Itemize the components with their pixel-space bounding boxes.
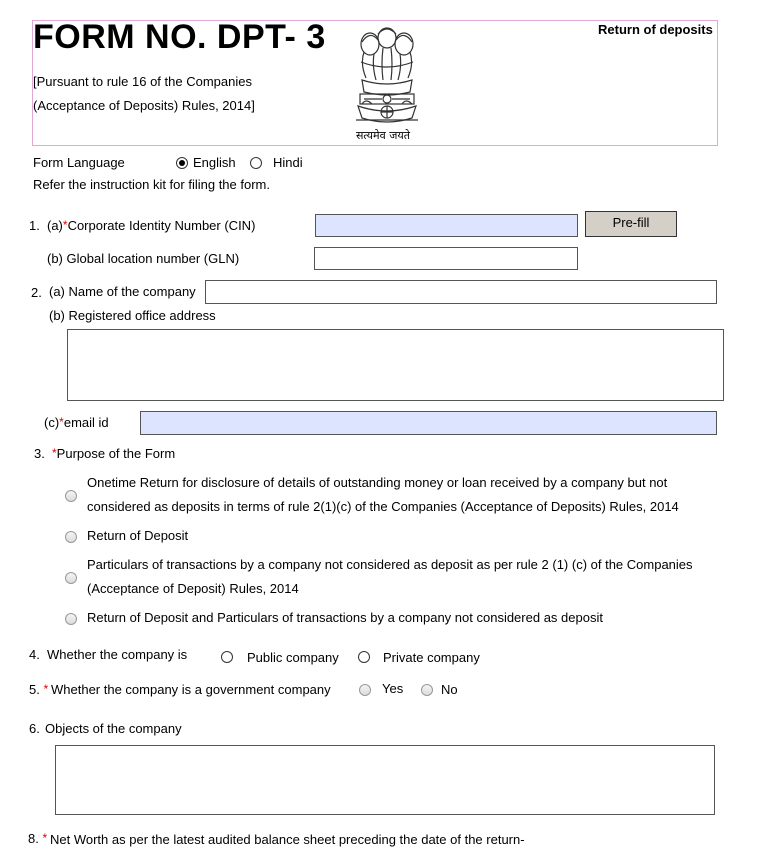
public-company-label: Public company <box>247 650 339 665</box>
q1a-label <box>47 218 255 233</box>
email-input[interactable] <box>140 411 717 435</box>
q4-number: 4. <box>29 647 40 662</box>
required-marker: * <box>52 446 57 460</box>
q5-label: Whether the company is a government company <box>51 682 331 697</box>
q2a-label: (a) Name of the company <box>49 284 196 299</box>
government-no-radio[interactable] <box>421 684 433 696</box>
government-no-label: No <box>441 682 458 697</box>
government-yes-radio[interactable] <box>359 684 371 696</box>
government-yes-label: Yes <box>382 681 404 696</box>
required-marker: * <box>42 831 48 845</box>
q5-number <box>29 682 48 697</box>
registered-address-textarea[interactable] <box>67 329 724 401</box>
purpose-onetime-label <box>87 471 727 519</box>
language-hindi-label: Hindi <box>273 155 303 170</box>
cin-input[interactable] <box>315 214 578 237</box>
public-company-radio[interactable] <box>221 651 233 663</box>
form-language-label: Form Language <box>33 155 125 170</box>
q6-number: 6. <box>29 721 40 736</box>
private-company-label: Private company <box>383 650 480 665</box>
gln-input[interactable] <box>314 247 578 270</box>
emblem-caption: सत्यमेव जयते <box>356 129 411 142</box>
purpose-both-label: Return of Deposit and Particulars of transactions by a company not considered as deposit <box>87 610 603 625</box>
purpose-onetime-radio[interactable] <box>65 490 77 502</box>
purpose-both-radio[interactable] <box>65 613 77 625</box>
prefill-button[interactable]: Pre-fill <box>585 211 677 237</box>
required-marker: * <box>43 682 49 696</box>
q5-num: 5. <box>29 682 40 697</box>
purpose-onetime-line-1: Onetime Return for disclosure of details of outstanding money or loan received by a company but not <box>87 475 668 490</box>
company-name-input[interactable] <box>205 280 717 304</box>
q1b-label: (b) Global location number (GLN) <box>47 251 240 266</box>
purpose-onetime-line-2: considered as deposits in terms of rule 2(1)(c) of the Companies (Acceptance of Deposits) Rules, 2014 <box>87 499 679 514</box>
objects-textarea[interactable] <box>55 745 715 815</box>
q2c-prefix: (c) <box>44 415 60 430</box>
return-title: Return of deposits <box>598 22 713 37</box>
q4-label: Whether the company is <box>47 647 188 662</box>
radio-selected-dot <box>179 160 185 166</box>
q2-number: 2. <box>31 285 42 300</box>
pursuant-text <box>33 70 255 118</box>
q8-number <box>28 831 47 846</box>
q6-label: Objects of the company <box>45 721 182 736</box>
q1-number: 1. <box>29 218 40 233</box>
private-company-radio[interactable] <box>358 651 370 663</box>
pursuant-line-1: [Pursuant to rule 16 of the Companies <box>33 74 252 89</box>
purpose-particulars-line-1: Particulars of transactions by a company not considered as deposit as per rule 2 (1) (c) of the Companies <box>87 557 693 572</box>
q1a-prefix: (a) <box>47 218 63 233</box>
purpose-particulars-radio[interactable] <box>65 572 77 584</box>
required-marker: * <box>62 218 68 232</box>
q3-label <box>52 446 175 461</box>
q2c-label <box>44 415 109 430</box>
q3-text: Purpose of the Form <box>56 446 176 461</box>
q2c-text: email id <box>63 415 109 430</box>
required-marker: * <box>59 415 64 429</box>
q8-label: Net Worth as per the latest audited balance sheet preceding the date of the return- <box>50 832 525 847</box>
purpose-particulars-line-2: (Acceptance of Deposit) Rules, 2014 <box>87 581 299 596</box>
q8-num: 8. <box>28 831 39 846</box>
form-title: FORM NO. DPT- 3 <box>33 18 326 56</box>
purpose-particulars-label <box>87 553 727 601</box>
q1a-text: Corporate Identity Number (CIN) <box>67 218 256 233</box>
purpose-return-label: Return of Deposit <box>87 528 189 543</box>
q2b-label: (b) Registered office address <box>49 308 216 323</box>
pursuant-line-2: (Acceptance of Deposits) Rules, 2014] <box>33 98 255 113</box>
instruction-text: Refer the instruction kit for filing the form. <box>33 177 270 192</box>
language-hindi-radio[interactable] <box>250 157 262 169</box>
language-english-radio[interactable] <box>176 157 188 169</box>
language-english-label: English <box>193 155 236 170</box>
purpose-return-radio[interactable] <box>65 531 77 543</box>
q3-number: 3. <box>34 446 45 461</box>
